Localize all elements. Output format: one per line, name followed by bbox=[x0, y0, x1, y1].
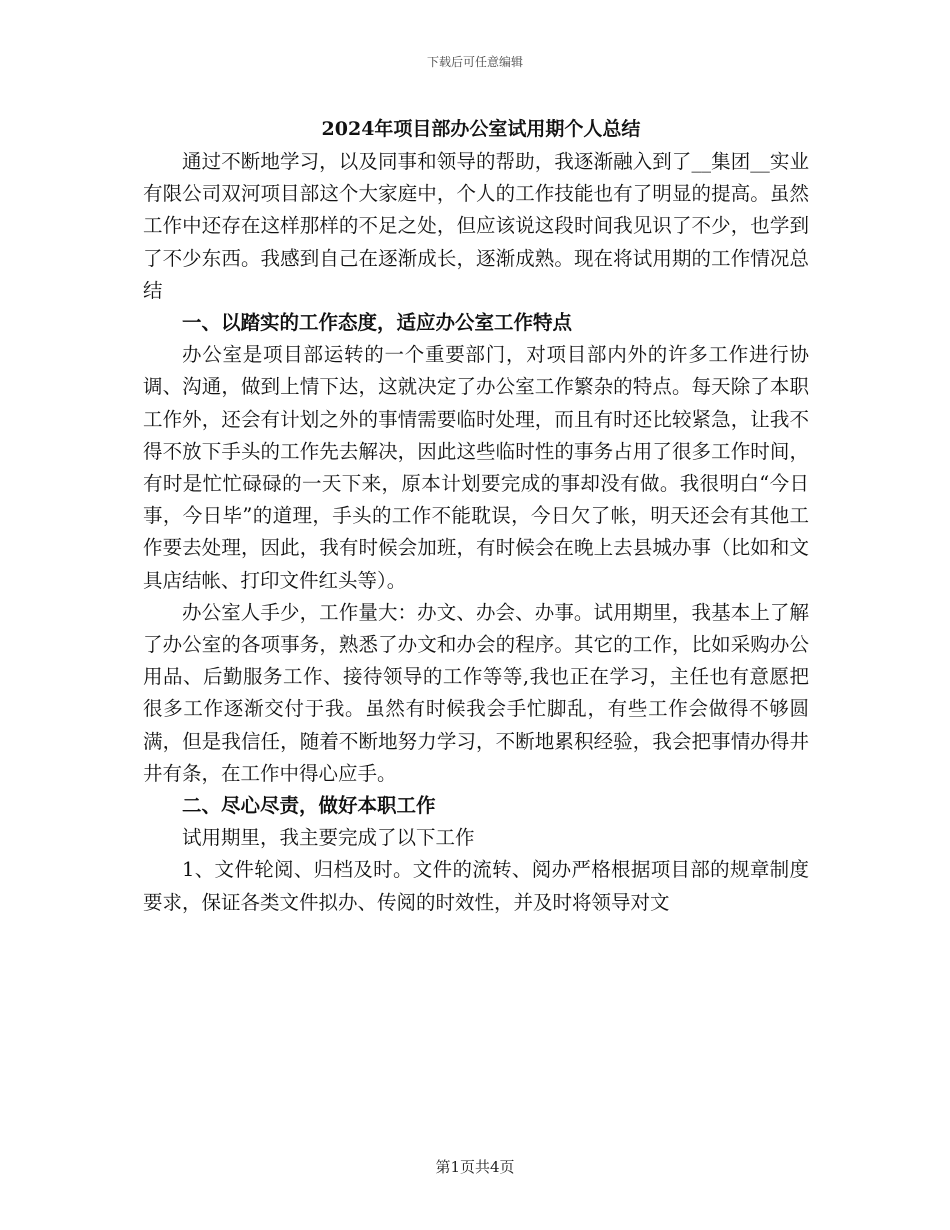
page-number: 第1页共4页 bbox=[435, 1158, 515, 1176]
document-body bbox=[143, 112, 809, 919]
paragraph-intro: 通过不断地学习，以及同事和领导的帮助，我逐渐融入到了__集团__实业有限公司双河项目部这个大家庭中，个人的工作技能也有了明显的提高。虽然工作中还存在这样那样的不足之处，但应该说这段时间我见识了不少，也学到了不少东西。我感到自己在逐渐成长，逐渐成熟。现在将试用期的工作情况总结 bbox=[143, 150, 809, 302]
paragraph-work-intro: 试用期里，我主要完成了以下工作 bbox=[182, 826, 475, 850]
section-heading-1: 一、以踏实的工作态度，适应办公室工作特点 bbox=[182, 311, 573, 335]
paragraph-office-role: 办公室是项目部运转的一个重要部门，对项目部内外的许多工作进行协调、沟通，做到上情下达，这就决定了办公室工作繁杂的特点。每天除了本职工作外，还会有计划之外的事情需要临时处理，而且有时还比较紧急，让我不得不放下手头的工作先去解决，因此这些临时性的事务占用了很多工作时间，有时是忙忙碌碌的一天下来，原本计划要完成的事却没有做。我很明白“今日事，今日毕”的道理，手头的工作不能耽误，今日欠了帐，明天还会有其他工作要去处理，因此，我有时候会加班，有时候会在晚上去县城办事（比如和文具店结帐、打印文件红头等）。 bbox=[143, 343, 809, 592]
paragraph-item-1: 1、文件轮阅、归档及时。文件的流转、阅办严格根据项目部的规章制度要求，保证各类文件拟办、传阅的时效性，并及时将领导对文 bbox=[143, 858, 809, 914]
paragraph-office-workload: 办公室人手少，工作量大：办文、办会、办事。试用期里，我基本上了解了办公室的各项事务，熟悉了办文和办会的程序。其它的工作，比如采购办公用品、后勤服务工作、接待领导的工作等等,我也正在学习，主任也有意愿把很多工作逐渐交付于我。虽然有时候我会手忙脚乱，有些工作会做得不够圆满，但是我信任，随着不断地努力学习，不断地累积经验，我会把事情办得井井有条，在工作中得心应手。 bbox=[143, 600, 809, 785]
header-note: 下载后可任意编辑 bbox=[426, 55, 523, 69]
document-title: 2024年项目部办公室试用期个人总结 bbox=[321, 118, 641, 140]
section-heading-2: 二、尽心尽责，做好本职工作 bbox=[182, 794, 436, 818]
